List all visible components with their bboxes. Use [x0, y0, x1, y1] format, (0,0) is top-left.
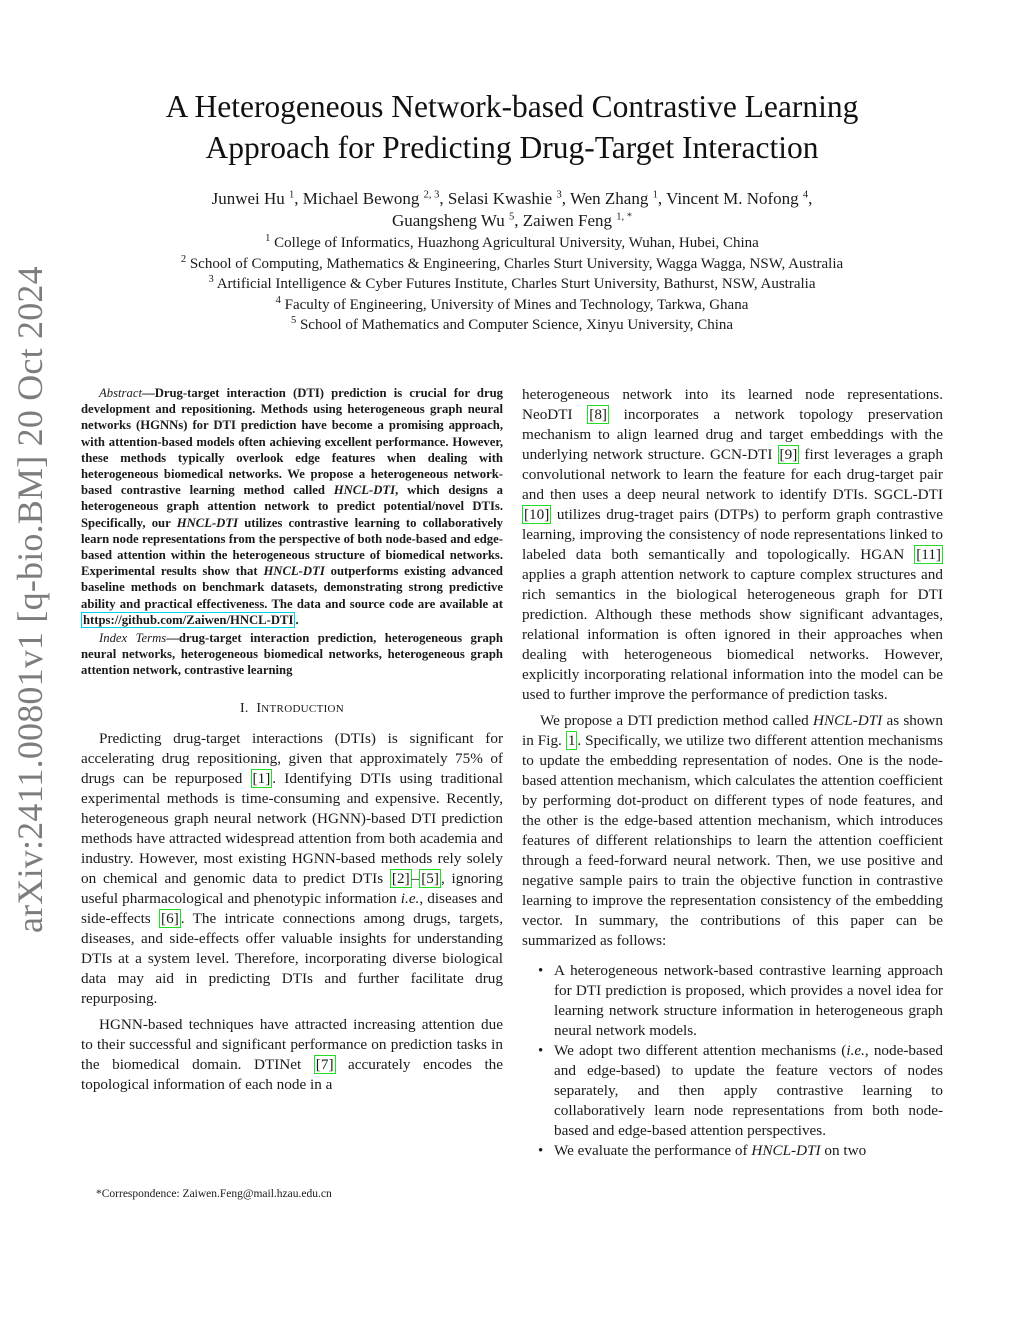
author-affil-marker: 1	[289, 189, 295, 201]
source-code-link[interactable]: https://github.com/Zaiwen/HNCL-DTI	[83, 612, 294, 627]
title-line-2: Approach for Predicting Drug-Target Interaction	[205, 130, 819, 165]
list-item-text: We evaluate the performance of	[554, 1142, 752, 1159]
author-sep: ,	[561, 189, 570, 208]
method-name: HNCL-DTI	[813, 712, 883, 729]
author-affil-marker: 3	[556, 189, 562, 201]
method-name: HNCL-DTI	[751, 1142, 821, 1159]
section-heading-introduction	[81, 699, 503, 719]
citation-link[interactable]: [8]	[589, 406, 607, 423]
paragraph-text: utilizes drug-traget pairs (DTPs) to perform graph contrastive learning, improving the consistency of node representations linked to labeled data both semantically and topologically. HGAN	[522, 506, 943, 563]
abstract-label: Abstract	[99, 386, 142, 400]
affiliation-list	[60, 233, 964, 336]
citation-link[interactable]: [10]	[524, 506, 550, 523]
title-line-1: A Heterogeneous Network-based Contrastive Learning	[165, 89, 859, 124]
proposal-paragraph	[522, 711, 943, 951]
paragraph-text: as shown in Fig.	[522, 712, 943, 749]
author-name: Selasi Kwashie	[447, 189, 553, 208]
related-work-paragraph	[522, 385, 943, 705]
paragraph-text: . Identifying DTIs using traditional experimental methods is time-consuming and expensive. Recently, heterogeneous graph neural network (HGNN)-based DTI prediction methods have attracted widespread attention from both academia and industry. However, most existing HGNN-based methods rely solely on chemical and genomic data to predict DTIs	[81, 769, 503, 887]
affiliation-marker: 4	[275, 294, 281, 306]
abstract-text: —Drug-target interaction (DTI) prediction is crucial for drug development and repositioning. Methods using heterogeneous graph neural networks (HGNNs) for DTI prediction have become a promising approach, with attention-based models often achieving excellent performance. However, these methods typically overlook edge features when dealing with heterogeneous biomedical networks. We propose a heterogeneous network-based contrastive learning method called	[81, 386, 503, 498]
author-name: Zaiwen Feng	[522, 211, 613, 230]
index-terms-text: —drug-target interaction prediction, heterogeneous graph neural networks, heterogeneous biomedical networks, heterogeneous graph attention network, contrastive learning	[81, 631, 503, 678]
paragraph-text: , diseases and side-effects	[81, 889, 503, 927]
author-affil-marker: 1	[652, 189, 658, 201]
paragraph-text: applies a graph attention network to capture complex structures and rich semantics in the biological heterogeneous graph for DTI prediction. Although these methods show significant advantages, relational information is often ignored in their approaches when dealing with heterogeneous biomedical networks. However, explicitly incorporating relational information into the model can be used to further improve the performance of prediction tasks.	[522, 566, 943, 703]
citation-link[interactable]: [2]	[391, 869, 410, 887]
method-name: HNCL-DTI	[263, 564, 325, 579]
list-item-text: on two	[820, 1142, 867, 1159]
index-terms	[81, 630, 503, 679]
author-list	[60, 188, 964, 232]
paragraph-text: , ignoring useful pharmacological and phenotypic information	[81, 869, 503, 907]
section-title-rest: NTRODUCTION	[261, 702, 345, 715]
list-item-text: A heterogeneous network-based contrastive learning approach for DTI prediction is proposed, which provides a novel idea for learning network structure information in heterogeneous graph neural network models.	[554, 962, 943, 1039]
paragraph-text: i.e.	[400, 889, 420, 907]
list-item	[554, 1041, 943, 1141]
index-terms-label: Index Terms	[99, 631, 167, 646]
affiliation-text: School of Mathematics and Computer Science, Xinyu University, China	[299, 317, 734, 333]
correspondence-footnote: *Correspondence: Zaiwen.Feng@mail.hzau.edu.cn	[96, 1188, 332, 1200]
method-name: HNCL-DTI	[176, 515, 239, 530]
citation-link[interactable]: [7]	[315, 1055, 334, 1073]
author-name: Junwei Hu	[211, 189, 285, 208]
paragraph-text: . Specifically, we utilize two different attention mechanisms to update the embedding representation of nodes. One is the node-based attention mechanism, which calculates the attention coefficient by performing dot-product on different types of node features, and the other is the edge-based attention mechanism, which introduces features of different relationships to learn the attention coefficient through a feed-forward neural network. Then, we use positive and negative sample pairs to train the objective function in contrastive learning to improve the representation consistency of the embedding vector. In summary, the contributions of this paper can be summarized as follows:	[522, 732, 943, 949]
affiliation-text: College of Informatics, Huazhong Agricultural University, Wuhan, Hubei, China	[274, 235, 759, 251]
paragraph-text: first leverages a graph convolutional network to learn the feature for each drug-target pair and then uses a deep neural network to identify DTIs. SGCL-DTI	[522, 446, 943, 503]
author-sep: ,	[514, 211, 523, 230]
paragraph-text: Predicting drug-target interactions (DTIs) is significant for accelerating drug repositioning, given that approximately 75% of drugs can be repurposed	[81, 729, 503, 787]
author-affil-marker: 4	[802, 189, 809, 201]
abstract-text: outperforms existing advanced baseline methods on benchmark datasets, demonstrating strong predictive ability and practical effectiveness. The data and source code are available at	[81, 564, 503, 611]
paragraph-text: accurately encodes the topological information of each node in a	[81, 1055, 504, 1093]
affiliation-item	[60, 274, 964, 295]
author-name: Guangsheng Wu	[391, 211, 505, 230]
affiliation-item	[60, 233, 964, 254]
author-name: Wen Zhang	[569, 189, 649, 208]
section-title-cap: I	[256, 700, 262, 716]
abstract-text: utilizes contrastive learning to collaboratively learn node representations from the perspective of both node-based and edge-based attention within the heterogeneous structure of biomedical networks. Experimental results show that	[81, 515, 503, 579]
paragraph-text: We propose a DTI prediction method called	[540, 712, 813, 729]
affiliation-marker: 2	[180, 253, 187, 265]
figure-link[interactable]: 1	[567, 732, 576, 749]
right-column	[522, 385, 943, 1161]
citation-link[interactable]: [6]	[161, 909, 179, 927]
affiliation-marker: 5	[290, 315, 297, 326]
author-affil-marker: 2, 3	[423, 189, 440, 201]
list-item	[554, 961, 943, 1041]
left-column	[81, 385, 503, 1101]
author-affil-marker: 5	[509, 211, 515, 223]
affiliation-marker: 1	[265, 233, 271, 244]
paper-title	[60, 86, 964, 168]
contributions-list	[522, 961, 943, 1161]
author-name: Vincent M. Nofong	[666, 189, 799, 208]
list-item-text: i.e.	[846, 1042, 865, 1059]
author-sep: ,	[439, 189, 448, 208]
author-sep: ,	[657, 189, 667, 208]
author-sep: ,	[294, 189, 303, 208]
citation-link[interactable]: [11]	[916, 546, 941, 563]
affiliation-item	[60, 254, 964, 275]
list-item-text: , node-based and edge-based) to update the feature vectors of nodes separately, and then apply contrastive learning to collaboratively learn node representations from both node-based and edge-based attention perspectives.	[554, 1042, 943, 1139]
author-affil-marker: 1, *	[616, 211, 633, 223]
abstract	[81, 385, 503, 628]
paragraph-text: HGNN-based techniques have attracted increasing attention due to their successful and significant performance on prediction tasks in the biomedical domain. DTINet	[81, 1015, 503, 1073]
citation-link[interactable]: [9]	[779, 446, 798, 463]
abstract-text: , which designs a heterogeneous graph attention network to predict potential/novel DTIs. Specifically, our	[81, 483, 503, 530]
paragraph-text: . The intricate connections among drugs, targets, diseases, and side-effects offer valuable insights for understanding DTIs at a system level. Therefore, incorporating diverse biological data may aid in predicting DTIs and further facilitate drug repurposing.	[81, 909, 503, 1007]
affiliation-item	[60, 295, 964, 316]
affiliation-item	[60, 315, 964, 336]
affiliation-marker: 3	[208, 274, 214, 285]
list-item	[554, 1141, 943, 1161]
list-item-text: We adopt two different attention mechanisms (	[554, 1042, 847, 1059]
section-number: I.	[239, 700, 249, 716]
citation-link[interactable]: [5]	[421, 869, 439, 887]
abstract-text: .	[295, 612, 299, 627]
affiliation-text: Artificial Intelligence & Cyber Futures Institute, Charles Sturt University, Bathurst, NSW, Australia	[216, 276, 816, 292]
method-name: HNCL-DTI	[333, 483, 396, 498]
affiliation-text: Faculty of Engineering, University of Mines and Technology, Tarkwa, Ghana	[284, 296, 749, 313]
paragraph-text: incorporates a network topology preservation mechanism to align learned drug and target embeddings with the underlying network structure. GCN-DTI	[522, 406, 943, 463]
paragraph-text: –	[411, 869, 420, 887]
intro-paragraph-1	[81, 729, 503, 1009]
arxiv-identifier-stamp: arXiv:2411.00801v1 [q-bio.BM] 20 Oct 2024	[10, 266, 50, 933]
author-name: Michael Bewong	[302, 189, 420, 208]
affiliation-text: School of Computing, Mathematics & Engineering, Charles Sturt University, Wagga Wagga, NSW, Australia	[189, 255, 844, 272]
paragraph-text: heterogeneous network into its learned node representations. NeoDTI	[522, 386, 943, 423]
author-sep: ,	[808, 189, 813, 208]
intro-paragraph-2	[81, 1015, 503, 1095]
citation-link[interactable]: [1]	[252, 769, 271, 787]
